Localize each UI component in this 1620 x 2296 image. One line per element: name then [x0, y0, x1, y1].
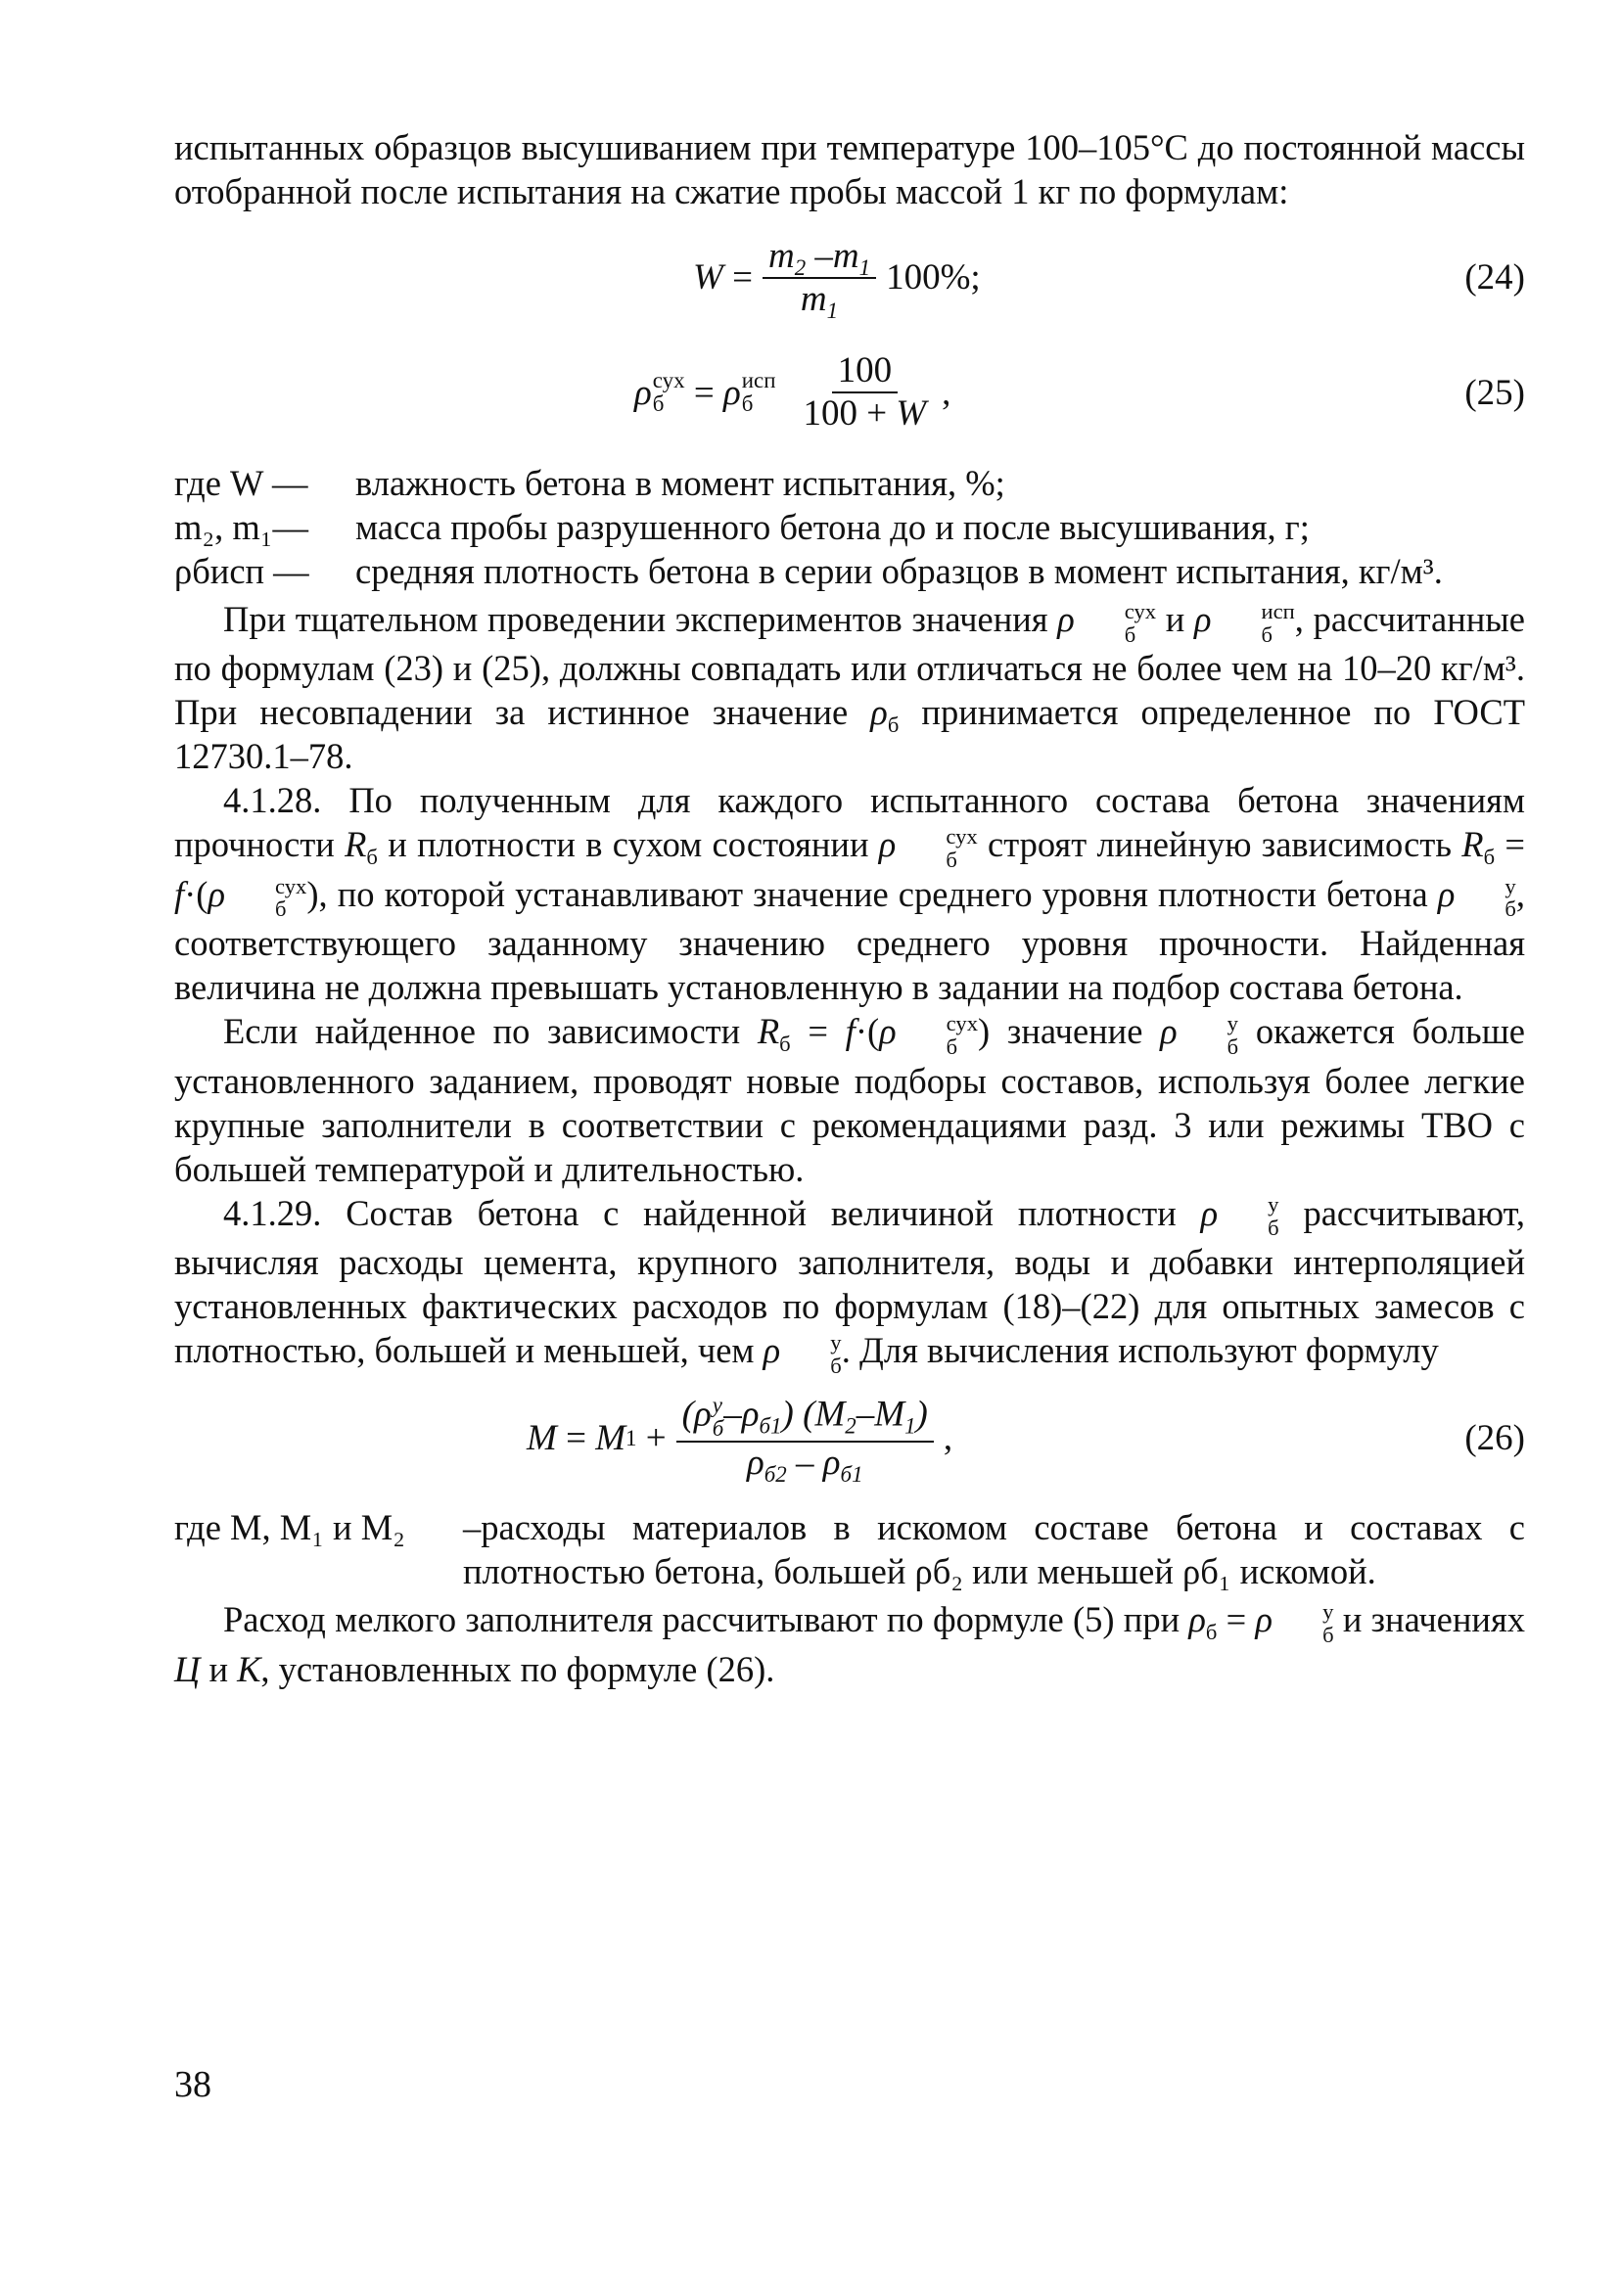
definition-key: где M, M₁ и M₂ [174, 1507, 405, 1548]
paragraph-4-1-29: 4.1.29. Состав бетона с найденной величиной плотности ρ у б рассчитывают, вычисляя расходы цемента, крупного заполнителя, воды и добавки интерполяцией установленных фактических расходов по формулам (18)–(22) для опытных замесов с плотностью, большей и меньшей, чем ρ у б . Для вычисления используют формулу [174, 1192, 1525, 1378]
equation-number-24: (24) [1464, 257, 1525, 298]
definition-text: –расходы материалов в искомом составе бетона и составах с плотностью бетона, большей ρб₂ или меньшей ρб₁ искомой. [463, 1507, 1525, 1592]
page-body [174, 125, 1525, 1691]
equation-number-25: (25) [1464, 372, 1525, 413]
definition-key: ρбисп — [174, 551, 309, 591]
formula-24: W = $\frac{m_2 -m_1}{m_1}$ 100%; (24) [174, 221, 1525, 334]
definitions-list-2 [174, 1505, 1525, 1593]
definition-key: где W — [174, 463, 308, 503]
page-number: 38 [174, 2064, 211, 2105]
paragraph-4-1-28: 4.1.28. По полученным для каждого испытанного состава бетона значениям прочности $R_б$ и плотности в сухом состоянии ρ сух б строят линейную зависимость $R_б = f\cdot(\rho$ сух б ), по которой устанавливают значение среднего уровня плотности бетона ρ у б , соответствующего заданному значению среднего уровня прочности. Найденная величина не должна превышать установленную в задании на подбор состава бетона. [174, 780, 1525, 1008]
equation-number-26: (26) [1464, 1418, 1525, 1459]
paragraph-accuracy: При тщательном проведении экспериментов значения ρ сух б и ρ исп б , рассчитанные по формулам (23) и (25), должны совпадать или отличаться не более чем на 10–20 кг/м³. При несовпадении за истинное значение $\rho_б$ принимается определенное по ГОСТ 12730.1–78. [174, 598, 1526, 777]
paragraph-if-found: Если найденное по зависимости $R_б = f\cdot(\rho$ сух б ) значение ρ у б окажется больше установленного заданием, проводят новые подборы составов, используя более легкие крупные заполнители в соответствии с рекомендациями разд. 3 или режимы ТВО с большей температурой и длительностью. [174, 1011, 1526, 1189]
intro-paragraph: испытанных образцов высушиванием при температуре 100–105°С до постоянной массы отобранной после испытания на сжатие пробы массой 1 кг по формулам: [174, 127, 1525, 211]
definitions-list-1 [174, 461, 1525, 593]
formula-25: ρ сух б = ρ исп б $\frac{100}{100 + W}$ , (25) [174, 334, 1525, 451]
definition-text: масса пробы разрушенного бетона до и после высушивания, г; [355, 507, 1310, 547]
definition-key: m₂, m₁— [174, 507, 308, 547]
definition-text: средняя плотность бетона в серии образцов в момент испытания, кг/м³. [355, 551, 1443, 591]
definition-text: влажность бетона в момент испытания, %; [355, 463, 1005, 503]
formula-26: M = M 1 + (ρ у б $-\rho_{б1}$) $(M_2-M_1)$ $\rho_{б2} - \rho_{б1}$ , (26) [174, 1377, 1525, 1499]
paragraph-fine-aggregate: Расход мелкого заполнителя рассчитывают по формуле (5) при $\rho_б = \rho$ у б и значениях Ц и К, установленных по формуле (26). [174, 1599, 1525, 1689]
